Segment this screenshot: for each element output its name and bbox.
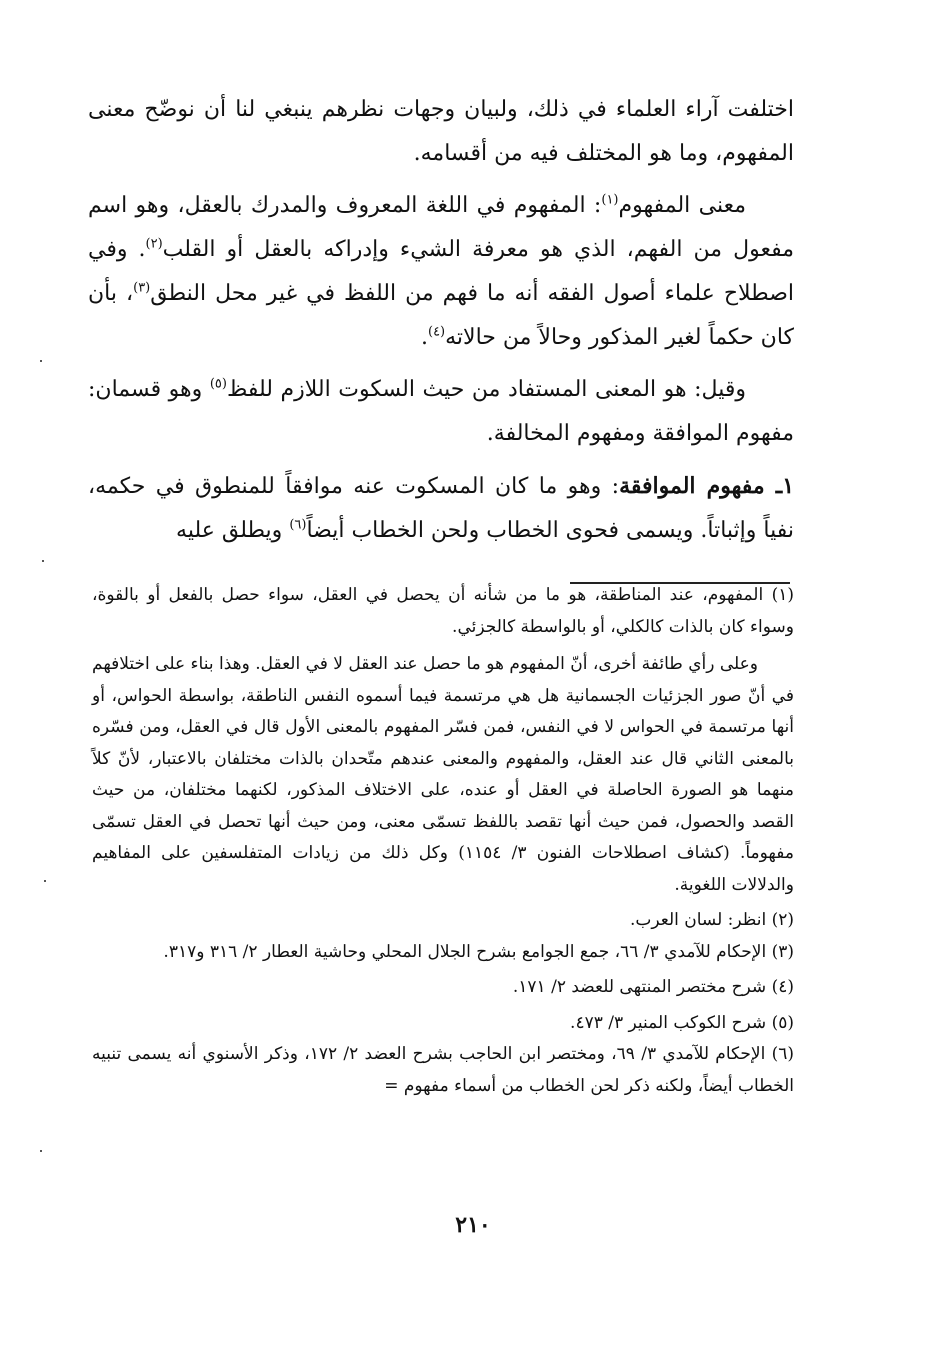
paragraph-definition: معنى المفهوم$^{(١)}$: المفهوم في اللغة المعروف والمدرك بالعقل، وهو اسم مفعول من الفهم، الذي هو معرفة الشيء وإدراكه بالعقل أو القلب$^{(٢)}$. وفي اصطلاح علماء أصول الفقه أنه ما فهم من اللفظ في غير محل النطق$^{(٣)}$، بأن كان حكماً لغير المذكور وحالاً من حالاته$^{(٤)}$. bbox=[88, 192, 794, 350]
footnote-6: (٦) الإحكام للآمدي ٣/ ٦٩، ومختصر ابن الحاجب بشرح العضد ٢/ ١٧٢، وذكر الأسنوي أنه يسمى تنبيه الخطاب أيضاً، ولكنه ذكر لحن الخطاب من أسماء مفهوم = bbox=[92, 1044, 795, 1096]
footnote-ref-6: (٦) bbox=[289, 517, 307, 533]
paragraph-divisions: وقيل: هو المعنى المستفاد من حيث السكوت اللازم للفظ$^{(٥)}$ وهو قسمان: مفهوم الموافقة ومفهوم المخالفة. bbox=[88, 376, 794, 446]
scan-speck bbox=[40, 360, 42, 362]
footnote-ref-4: (٤) bbox=[427, 324, 446, 340]
paragraph-intro: اختلفت آراء العلماء في ذلك، ولبيان وجهات نظرهم ينبغي لنا أن نوضّح معنى المفهوم، وما هو المختلف فيه من أقسامه. bbox=[88, 97, 794, 166]
page-number: ٢١٠ bbox=[455, 1212, 491, 1238]
main-text bbox=[88, 88, 794, 561]
footnote-1-continued: وعلى رأي طائفة أخرى، أنّ المفهوم هو ما حصل عند العقل لا في العقل. وهذا بناء على اختلافهم في أنّ صور الجزئيات الجسمانية هل هي مرتسمة فيما أسموه النفس الناطقة، بواسطة الحواس، أو أنها مرتسمة في الحواس لا في النفس، فمن فسّر المفهوم بالمعنى الأول قال في العقل، ومن فسّره بالمعنى الثاني قال عند العقل، والمفهوم والمعنى عندهم متّحدان بالذات مختلفان بالاعتبار، لأنّ كلاً منهما هو الصورة الحاصلة في العقل أو عنده، على الاختلاف المذكور، لكنهما مختلفان، من حيث القصد والحصول، فمن حيث أنها تقصد باللفظ تسمّى معنى، ومن حيث أنها تحصل في العقل تسمّى مفهوماً. (كشاف اصطلاحات الفنون ٣/ ١١٥٤) وكل ذلك من زيادات المتفلسفين على المفاهيم والدلالات اللغوية. bbox=[92, 654, 794, 895]
scan-speck bbox=[40, 1150, 42, 1152]
item-number: ١ـ bbox=[764, 473, 795, 499]
footnote-ref-5: (٥) bbox=[209, 376, 227, 392]
footnote-5: (٥) شرح الكوكب المنير ٣/ ٤٧٣. bbox=[570, 1012, 794, 1033]
paragraph-muwafaqa: ١ـ مفهوم الموافقة: وهو ما كان المسكوت عنه موافقاً للمنطوق في حكمه، نفياً وإثباتاً. ويسمى فحوى الخطاب ولحن الخطاب أيضاً$^{(٦)}$ ويطلق عليه bbox=[88, 473, 795, 543]
footnote-2: (٢) انظر: لسان العرب. bbox=[629, 910, 794, 930]
footnote-ref-1: (١) bbox=[601, 192, 619, 208]
scan-speck bbox=[42, 560, 44, 562]
footnote-ref-2: (٢) bbox=[145, 236, 163, 252]
scan-speck bbox=[44, 880, 46, 882]
footnote-1: (١) المفهوم، عند المناطقة، هو ما من شأنه أن يحصل في العقل، سواء حصل بالفعل أو بالقوة، وسواء كان بالذات كالكلي، أو بالواسطة كالجزئي. bbox=[92, 585, 794, 637]
term-heading: مفهوم الموافقة bbox=[619, 473, 765, 499]
footnotes bbox=[92, 580, 794, 1102]
footnote-3: (٣) الإحكام للآمدي ٣/ ٦٦، جمع الجوامع بشرح الجلال المحلي وحاشية العطار ٢/ ٣١٦ و٣١٧. bbox=[163, 941, 794, 962]
footnote-4: (٤) شرح مختصر المنتهى للعضد ٢/ ١٧١. bbox=[512, 977, 794, 997]
footnote-ref-3: (٣) bbox=[133, 280, 151, 296]
